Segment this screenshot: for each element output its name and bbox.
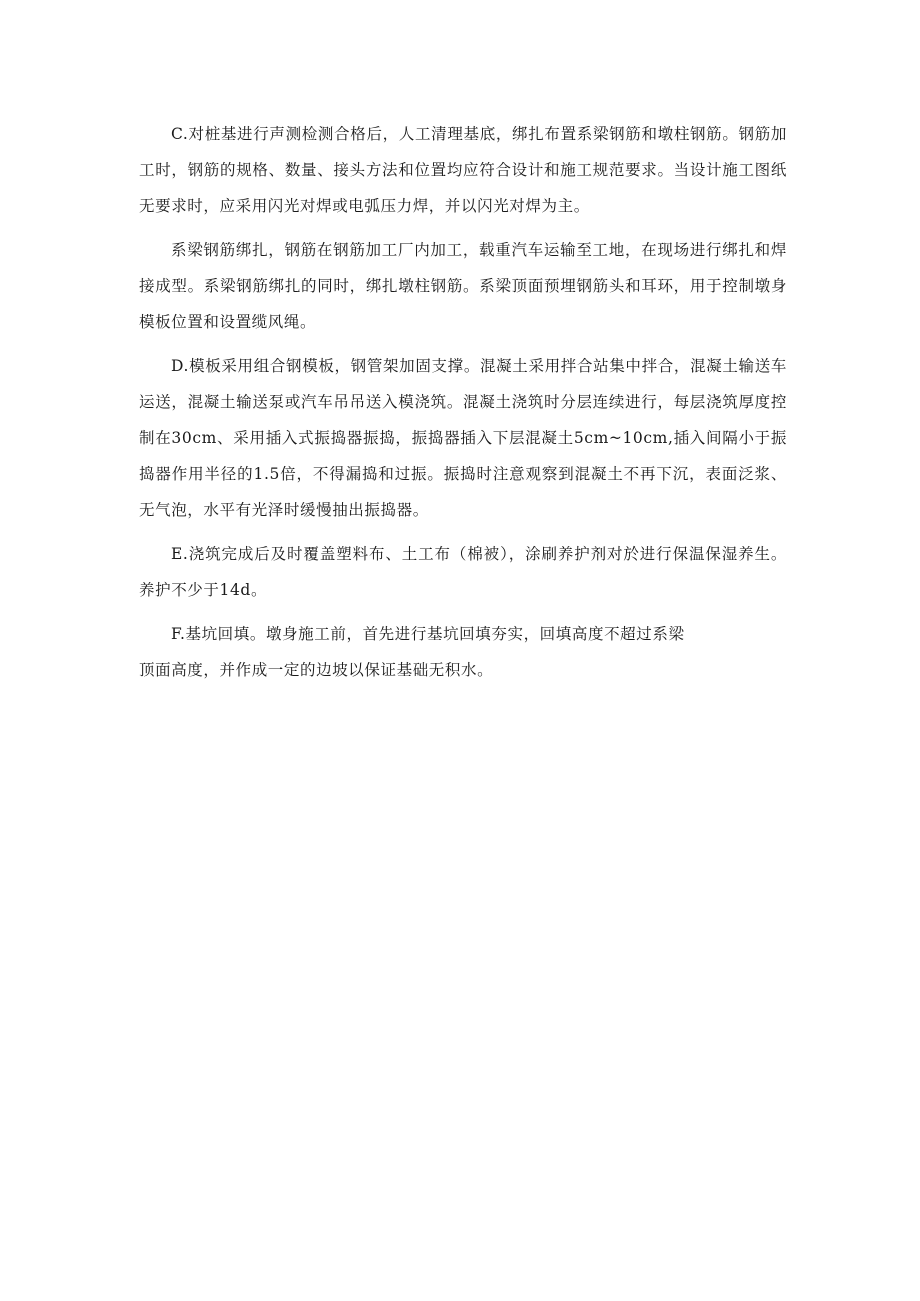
document-body [139, 116, 787, 696]
paragraph-f-backfill: F.基坑回填。墩身施工前，首先进行基坑回填夯实，回填高度不超过系梁 [171, 625, 685, 643]
paragraph-e-curing: E.浇筑完成后及时覆盖塑料布、土工布（棉被），涂刷养护剂对於进行保温保湿养生。养护不少于14d。 [139, 545, 787, 599]
paragraph-d-formwork-concrete: D.模板采用组合钢模板，钢管架加固支撑。混凝土采用拌合站集中拌合，混凝土输送车运送，混凝土输送泵或汽车吊吊送入模浇筑。混凝土浇筑时分层连续进行，每层浇筑厚度控制在30cm、采用插入式振捣器振捣，振捣器插入下层混凝土5cm~10cm,插入间隔小于振捣器作用半径的1.5倍，不得漏捣和过振。振捣时注意观察到混凝土不再下沉，表面泛浆、无气泡，水平有光泽时缓慢抽出振捣器。 [139, 357, 787, 519]
paragraph-c-pile-foundation: C.对桩基进行声测检测合格后，人工清理基底，绑扎布置系梁钢筋和墩柱钢筋。钢筋加工时，钢筋的规格、数量、接头方法和位置均应符合设计和施工规范要求。当设计施工图纸无要求时，应采用闪光对焊或电弧压力焊，并以闪光对焊为主。 [139, 125, 787, 215]
paragraph-tie-beam-rebar: 系梁钢筋绑扎，钢筋在钢筋加工厂内加工，载重汽车运输至工地，在现场进行绑扎和焊接成型。系梁钢筋绑扎的同时，绑扎墩柱钢筋。系梁顶面预埋钢筋头和耳环，用于控制墩身模板位置和设置缆风绳。 [139, 241, 787, 331]
paragraph-f-backfill-continued: 顶面高度，并作成一定的边坡以保证基础无积水。 [139, 661, 494, 679]
